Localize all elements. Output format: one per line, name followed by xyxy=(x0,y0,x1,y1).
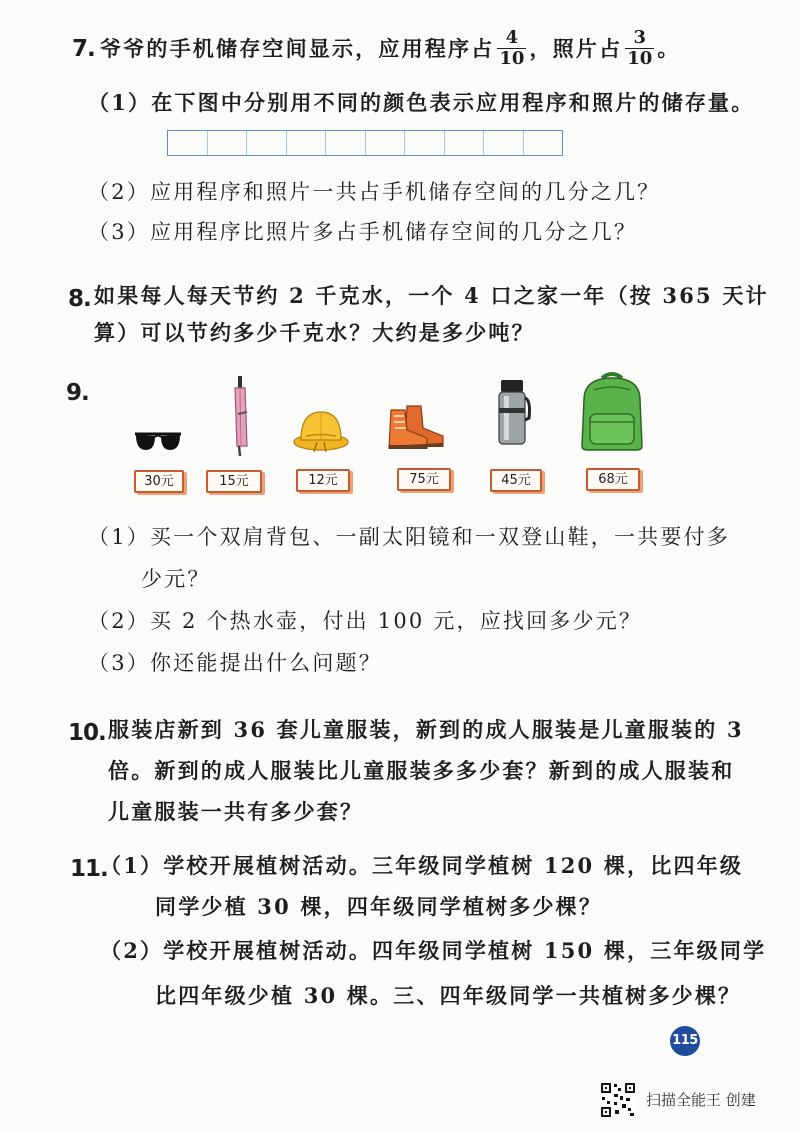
q7-sub2: （2）应用程序和照片一共占手机储存空间的几分之几？ xyxy=(88,180,661,204)
q7-number: 7. xyxy=(72,36,95,62)
page-number: 115 xyxy=(670,1026,700,1056)
sunglasses-icon xyxy=(133,428,183,454)
watermark-text: 扫描全能王 创建 xyxy=(646,1091,756,1109)
backpack-icon xyxy=(576,370,648,452)
q7-fraction-apps: $\frac{4}{10}$ xyxy=(499,27,525,69)
bar-cell[interactable] xyxy=(247,131,287,155)
q7-storage-bar[interactable] xyxy=(167,130,563,156)
bar-cell[interactable] xyxy=(208,131,248,155)
bar-cell[interactable] xyxy=(366,131,406,155)
q7-fraction-photos: $\frac{3}{10}$ xyxy=(627,27,653,69)
price-tag: 68元 xyxy=(586,468,640,491)
q7-text-after: 。 xyxy=(657,36,681,61)
q11-sub1: （1）学校开展植树活动。三年级同学植树 120 棵，比四年级 xyxy=(100,853,744,878)
q11-sub1-cont: 同学少植 30 棵，四年级同学植树多少棵？ xyxy=(155,894,603,919)
umbrella-icon xyxy=(220,374,254,458)
bar-cell[interactable] xyxy=(484,131,524,155)
q9-sub1: （1）买一个双肩背包、一副太阳镜和一双登山鞋，一共要付多 xyxy=(88,525,730,549)
price-tag: 15元 xyxy=(206,470,262,493)
q9-number: 9. xyxy=(66,380,89,406)
q7-text-before: 爷爷的手机储存空间显示，应用程序占 xyxy=(100,36,495,61)
bar-cell[interactable] xyxy=(326,131,366,155)
q10-line3: 儿童服装一共有多少套？ xyxy=(108,799,364,824)
hiking-shoes-icon xyxy=(385,400,449,452)
bar-cell[interactable] xyxy=(405,131,445,155)
q8-number: 8. xyxy=(68,286,91,312)
q10-line2: 倍。新到的成人服装比儿童服装多多少套？新到的成人服装和 xyxy=(108,758,735,783)
price-tag: 75元 xyxy=(397,468,451,491)
bar-cell[interactable] xyxy=(445,131,485,155)
q9-sub2: （2）买 2 个热水壶，付出 100 元，应找回多少元？ xyxy=(88,609,643,633)
q10-line1: 服装店新到 36 套儿童服装，新到的成人服装是儿童服装的 3 xyxy=(108,717,744,742)
price-tag: 12元 xyxy=(296,469,350,492)
q10-number: 10. xyxy=(68,720,106,746)
q9-sub1-cont: 少元？ xyxy=(141,567,211,591)
q7-stem xyxy=(100,27,681,71)
q7-text-mid: ，照片占 xyxy=(529,36,623,61)
q11-sub2: （2）学校开展植树活动。四年级同学植树 150 棵，三年级同学 xyxy=(100,938,767,963)
bar-cell[interactable] xyxy=(524,131,563,155)
price-tag: 45元 xyxy=(490,469,542,492)
sun-hat-icon xyxy=(292,406,350,454)
bar-cell[interactable] xyxy=(287,131,327,155)
q7-sub3: （3）应用程序比照片多占手机储存空间的几分之几？ xyxy=(88,220,638,244)
thermos-icon xyxy=(493,378,531,448)
q8-line1: 如果每人每天节约 2 千克水，一个 4 口之家一年（按 365 天计 xyxy=(94,283,769,308)
q11-number: 11. xyxy=(70,856,108,882)
price-tag: 30元 xyxy=(134,470,184,493)
q8-line2: 算）可以节约多少千克水？大约是多少吨？ xyxy=(94,320,535,345)
qr-code-icon xyxy=(600,1082,636,1118)
bar-cell[interactable] xyxy=(168,131,208,155)
q7-sub1: （1）在下图中分别用不同的颜色表示应用程序和照片的储存量。 xyxy=(88,90,755,115)
q9-sub3: （3）你还能提出什么问题？ xyxy=(88,651,382,675)
q11-sub2-cont: 比四年级少植 30 棵。三、四年级同学一共植树多少棵？ xyxy=(155,983,742,1008)
